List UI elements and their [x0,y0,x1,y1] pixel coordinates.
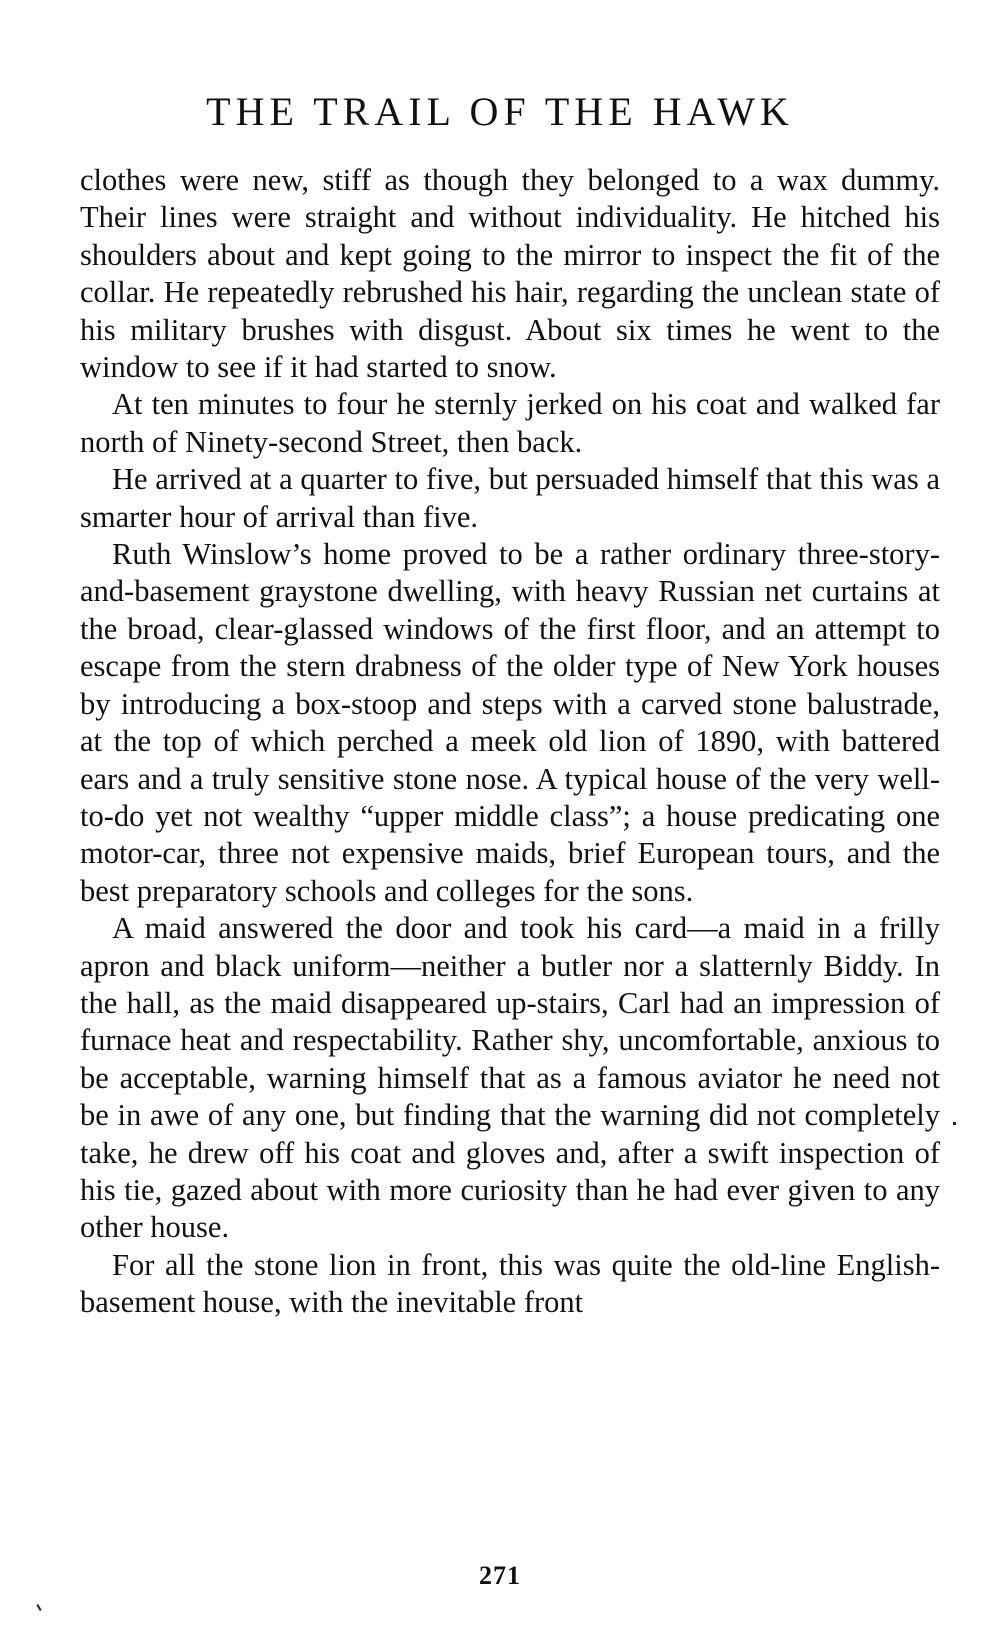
paragraph: A maid answered the door and took his card—a maid in a frilly apron and black uniform—neither a butler nor a slatternly Biddy. In the hall, as the maid disappeared up-stairs, Carl had an impression of furnace heat and respectability. Rather shy, uncomfortable, anxious to be acceptable, warning himself that as a famous aviator he need not be in awe of any one, but finding that the warning did not completely take, he drew off his coat and gloves and, after a swift inspection of his tie, gazed about with more curiosity than he had ever given to any other house. [80,911,940,1245]
paragraph-continued: clothes were new, stiff as though they belonged to a wax dummy. Their lines were straight and without individuality. He hitched his shoulders about and kept going to the mirror to inspect the fit of the collar. He repeatedly rebrushed his hair, regarding the unclean state of his military brushes with disgust. About six times he went to the window to see if it had started to snow. [80,163,940,385]
running-head: THE TRAIL OF THE HAWK [206,89,794,134]
scan-speck [953,1122,956,1125]
paragraph: Ruth Winslow’s home proved to be a rather ordinary three-story-and-basement graystone dwelling, with heavy Russian net curtains at the broad, clear-glassed windows of the first floor, and an attempt to escape from the stern drabness of the older type of New York houses by introducing a box-stoop and steps with a carved stone balustrade, at the top of which perched a meek old lion of 1890, with battered ears and a truly sensitive stone nose. A typical house of the very well-to-do yet not wealthy “upper middle class”; a house predicating one motor-car, three not expensive maids, brief European tours, and the best preparatory schools and colleges for the sons. [80,537,940,908]
scan-speck [36,1604,41,1611]
page-number: 271 [479,1561,521,1590]
paragraph: At ten minutes to four he sternly jerked on his coat and walked far north of Ninety-second Street, then back. [80,387,940,459]
paragraph: For all the stone lion in front, this was quite the old-line English-basement house, with the inevitable front [80,1247,940,1320]
body-text [80,162,940,1322]
paragraph: He arrived at a quarter to five, but persuaded himself that this was a smarter hour of arrival than five. [80,462,940,534]
